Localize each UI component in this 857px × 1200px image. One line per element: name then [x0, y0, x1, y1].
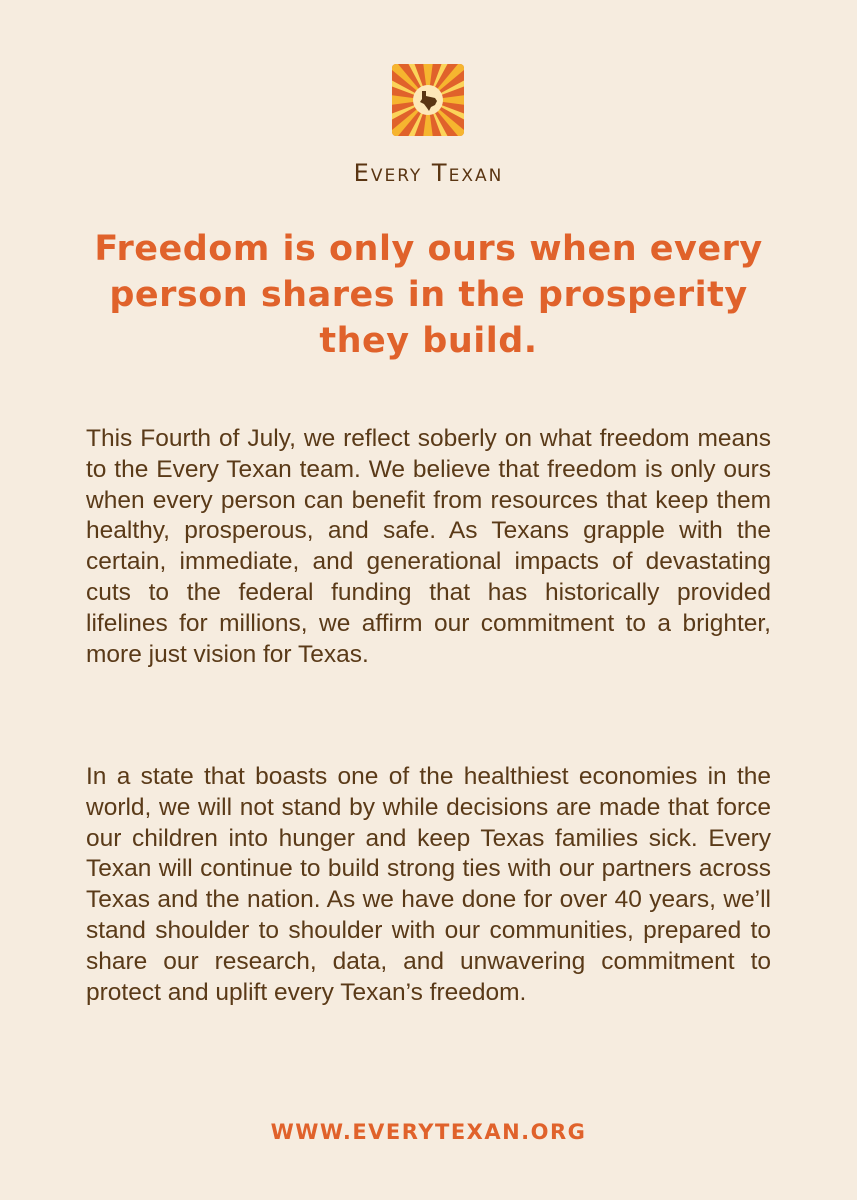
body-paragraph-1: This Fourth of July, we reflect soberly on what freedom means to the Every Texan team. We believe that freedom is only ours when every person can benefit from resources that keep them healthy, prosperous, and safe. As Texans grapple with the certain, immediate, and generational impacts of devastating cuts to the federal funding that has historically provided lifelines for millions, we affirm our commitment to a brighter, more just vision for Texas. — [86, 425, 771, 668]
website-url[interactable]: WWW.EVERYTEXAN.ORG — [270, 1120, 587, 1144]
sunburst-texas-icon — [392, 64, 464, 136]
brand-name: Every Texan — [353, 159, 504, 187]
headline: Freedom is only ours when every person shares in the prosperity they build. — [94, 229, 763, 361]
body-paragraph-2: In a state that boasts one of the healthiest economies in the world, we will not stand by while decisions are made that force our children into hunger and keep Texas families sick. Every Texan will continue to build strong ties with our partners across Texas and the nation. As we have done for over 40 years, we’ll stand shoulder to shoulder with our communities, prepared to share our research, data, and unwavering commitment to protect and uplift every Texan’s freedom. — [86, 763, 771, 1006]
